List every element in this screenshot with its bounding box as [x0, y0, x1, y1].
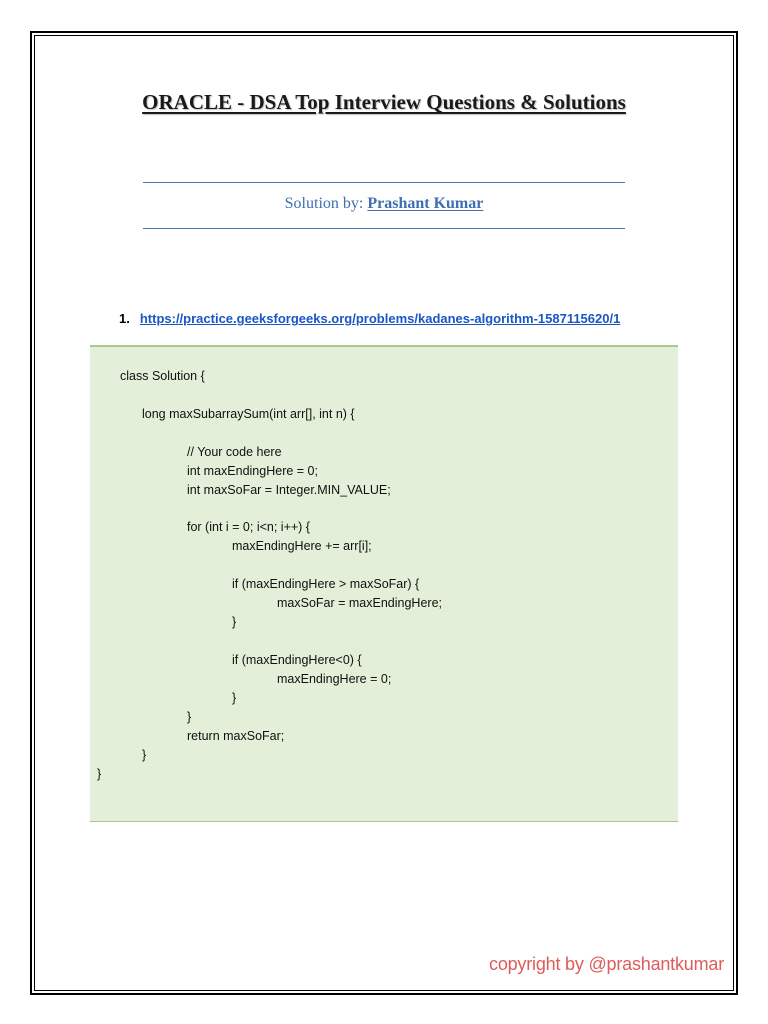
code-line: }	[187, 710, 192, 724]
code-line: }	[142, 748, 147, 762]
byline	[0, 195, 768, 213]
byline-prefix: Solution by:	[284, 195, 368, 212]
code-line: }	[232, 615, 237, 629]
list-item	[119, 311, 620, 326]
code-line: int maxEndingHere = 0;	[187, 464, 318, 478]
code-line: }	[232, 691, 237, 705]
code-line: maxEndingHere = 0;	[277, 672, 392, 686]
code-line: for (int i = 0; i<n; i++) {	[187, 520, 310, 534]
item-number: 1.	[119, 311, 130, 326]
document-title: ORACLE - DSA Top Interview Questions & Solutions	[142, 90, 626, 114]
code-line: }	[97, 767, 102, 781]
code-line: long maxSubarraySum(int arr[], int n) {	[142, 407, 355, 421]
code-line: maxSoFar = maxEndingHere;	[277, 596, 443, 610]
copyright-watermark: copyright by @prashantkumar	[489, 954, 724, 974]
author-link[interactable]: Prashant Kumar	[367, 195, 484, 212]
divider-bottom	[143, 228, 625, 229]
code-line: maxEndingHere += arr[i];	[232, 539, 372, 553]
code-line: if (maxEndingHere > maxSoFar) {	[232, 577, 420, 591]
code-line: return maxSoFar;	[187, 729, 285, 743]
divider-top	[143, 182, 625, 183]
code-line: int maxSoFar = Integer.MIN_VALUE;	[187, 483, 391, 497]
code-line: if (maxEndingHere<0) {	[232, 653, 362, 667]
problem-link[interactable]: https://practice.geeksforgeeks.org/problems/kadanes-algorithm-1587115620/1	[139, 311, 621, 326]
code-line: class Solution {	[120, 369, 205, 383]
code-line: // Your code here	[187, 445, 282, 459]
code-block	[90, 345, 678, 822]
